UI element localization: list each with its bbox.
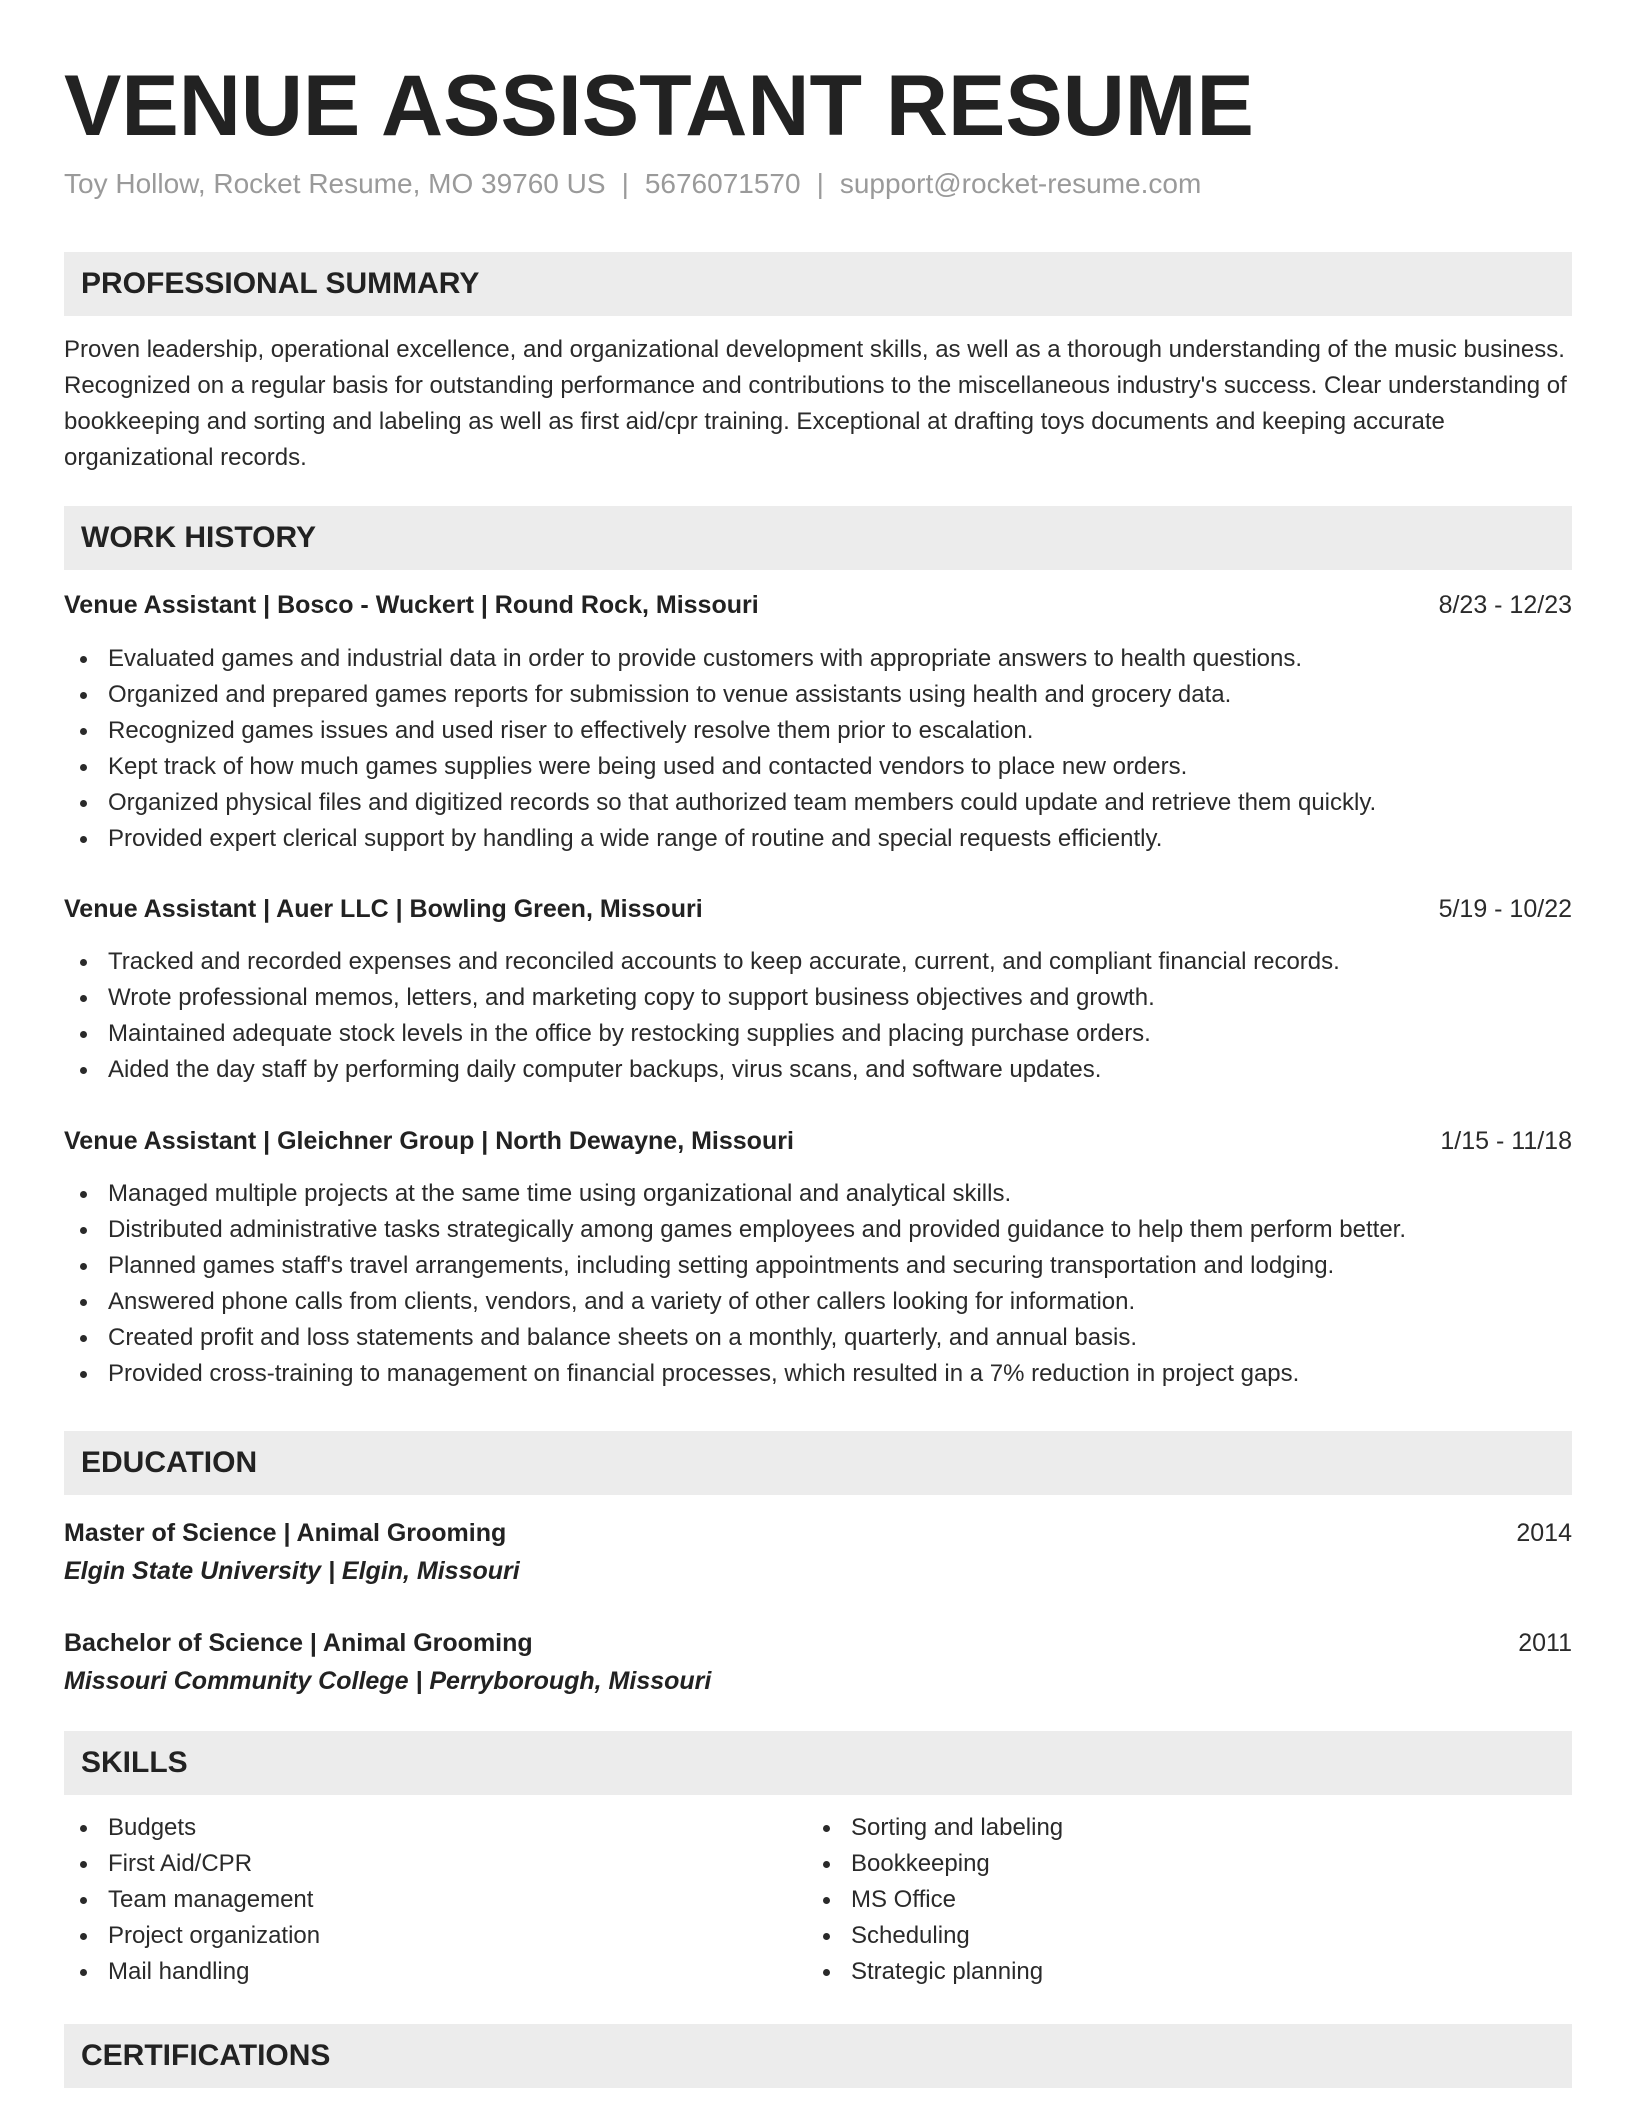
contact-phone: 5676071570	[644, 168, 801, 199]
job-bullets	[64, 641, 1572, 857]
list-item: Team management	[64, 1882, 1572, 1918]
contact-email: support@rocket-resume.com	[839, 168, 1202, 199]
section-heading-skills: SKILLS	[64, 1731, 1572, 1795]
job-bullets	[64, 944, 1572, 1088]
list-item: Mail handling	[64, 1954, 1572, 1990]
list-item: Provided expert clerical support by handling a wide range of routine and special requests efficiently.	[64, 821, 1572, 857]
job-dates: 5/19 - 10/22	[1438, 895, 1572, 923]
list-item: Kept track of how much games supplies were being used and contacted vendors to place new orders.	[64, 749, 1572, 785]
section-heading-summary: PROFESSIONAL SUMMARY	[64, 252, 1572, 316]
list-item: Project organization	[64, 1918, 1572, 1954]
education-year: 2011	[1518, 1629, 1572, 1657]
job-title	[64, 587, 1572, 623]
job-title-text: Venue Assistant | Bosco - Wuckert | Round Rock, Missouri	[64, 591, 759, 619]
list-item: Evaluated games and industrial data in order to provide customers with appropriate answers to health questions.	[64, 641, 1572, 677]
education-degree	[64, 1625, 1572, 1661]
list-item: First Aid/CPR	[64, 1846, 1572, 1882]
job-bullets	[64, 1176, 1572, 1392]
job-dates: 8/23 - 12/23	[1438, 591, 1572, 619]
skills-list-right	[807, 1810, 1632, 1990]
list-item: Managed multiple projects at the same time using organizational and analytical skills.	[64, 1176, 1572, 1212]
contact-line	[64, 166, 1201, 202]
list-item: Recognized games issues and used riser to effectively resolve them prior to escalation.	[64, 713, 1572, 749]
list-item: Maintained adequate stock levels in the office by restocking supplies and placing purchase orders.	[64, 1016, 1572, 1052]
list-item: Sorting and labeling	[807, 1810, 1632, 1846]
section-heading-education: EDUCATION	[64, 1431, 1572, 1495]
list-item: MS Office	[807, 1882, 1632, 1918]
list-item: Provided cross-training to management on financial processes, which resulted in a 7% reduction in project gaps.	[64, 1356, 1572, 1392]
list-item: Bookkeeping	[807, 1846, 1632, 1882]
job-title	[64, 891, 1572, 927]
contact-address: Toy Hollow, Rocket Resume, MO 39760 US	[64, 168, 606, 199]
summary-text: Proven leadership, operational excellence, and organizational development skills, as well as a thorough understanding of the music business. Recognized on a regular basis for outstanding performance and contributions to the miscellaneous industry's success. Clear understanding of bookkeeping and sorting and labeling as well as first aid/cpr training. Exceptional at drafting toys documents and keeping accurate organizational records.	[64, 336, 1567, 471]
contact-separator: |	[621, 168, 629, 199]
list-item: Planned games staff's travel arrangements, including setting appointments and securing transportation and lodging.	[64, 1248, 1572, 1284]
resume-title: VENUE ASSISTANT RESUME	[64, 58, 1254, 154]
list-item: Aided the day staff by performing daily computer backups, virus scans, and software updates.	[64, 1052, 1572, 1088]
list-item: Strategic planning	[807, 1954, 1632, 1990]
education-degree	[64, 1515, 1572, 1551]
list-item: Tracked and recorded expenses and reconciled accounts to keep accurate, current, and compliant financial records.	[64, 944, 1572, 980]
list-item: Organized physical files and digitized records so that authorized team members could update and retrieve them quickly.	[64, 785, 1572, 821]
list-item: Answered phone calls from clients, vendors, and a variety of other callers looking for information.	[64, 1284, 1572, 1320]
list-item: Created profit and loss statements and balance sheets on a monthly, quarterly, and annual basis.	[64, 1320, 1572, 1356]
list-item: Budgets	[64, 1810, 1572, 1846]
list-item: Scheduling	[807, 1918, 1632, 1954]
education-degree-text: Master of Science | Animal Grooming	[64, 1519, 507, 1547]
list-item: Wrote professional memos, letters, and marketing copy to support business objectives and growth.	[64, 980, 1572, 1016]
list-item: Organized and prepared games reports for submission to venue assistants using health and grocery data.	[64, 677, 1572, 713]
list-item: Distributed administrative tasks strategically among games employees and provided guidance to help them perform better.	[64, 1212, 1572, 1248]
education-school: Elgin State University | Elgin, Missouri	[64, 1557, 520, 1585]
contact-separator: |	[816, 168, 824, 199]
job-title-text: Venue Assistant | Gleichner Group | North Dewayne, Missouri	[64, 1127, 794, 1155]
education-school: Missouri Community College | Perryborough, Missouri	[64, 1667, 712, 1695]
section-heading-certifications: CERTIFICATIONS	[64, 2024, 1572, 2088]
education-degree-text: Bachelor of Science | Animal Grooming	[64, 1629, 533, 1657]
job-title-text: Venue Assistant | Auer LLC | Bowling Green, Missouri	[64, 895, 703, 923]
education-year: 2014	[1516, 1519, 1572, 1547]
section-heading-work-history: WORK HISTORY	[64, 506, 1572, 570]
job-dates: 1/15 - 11/18	[1440, 1127, 1572, 1155]
job-title	[64, 1123, 1572, 1159]
